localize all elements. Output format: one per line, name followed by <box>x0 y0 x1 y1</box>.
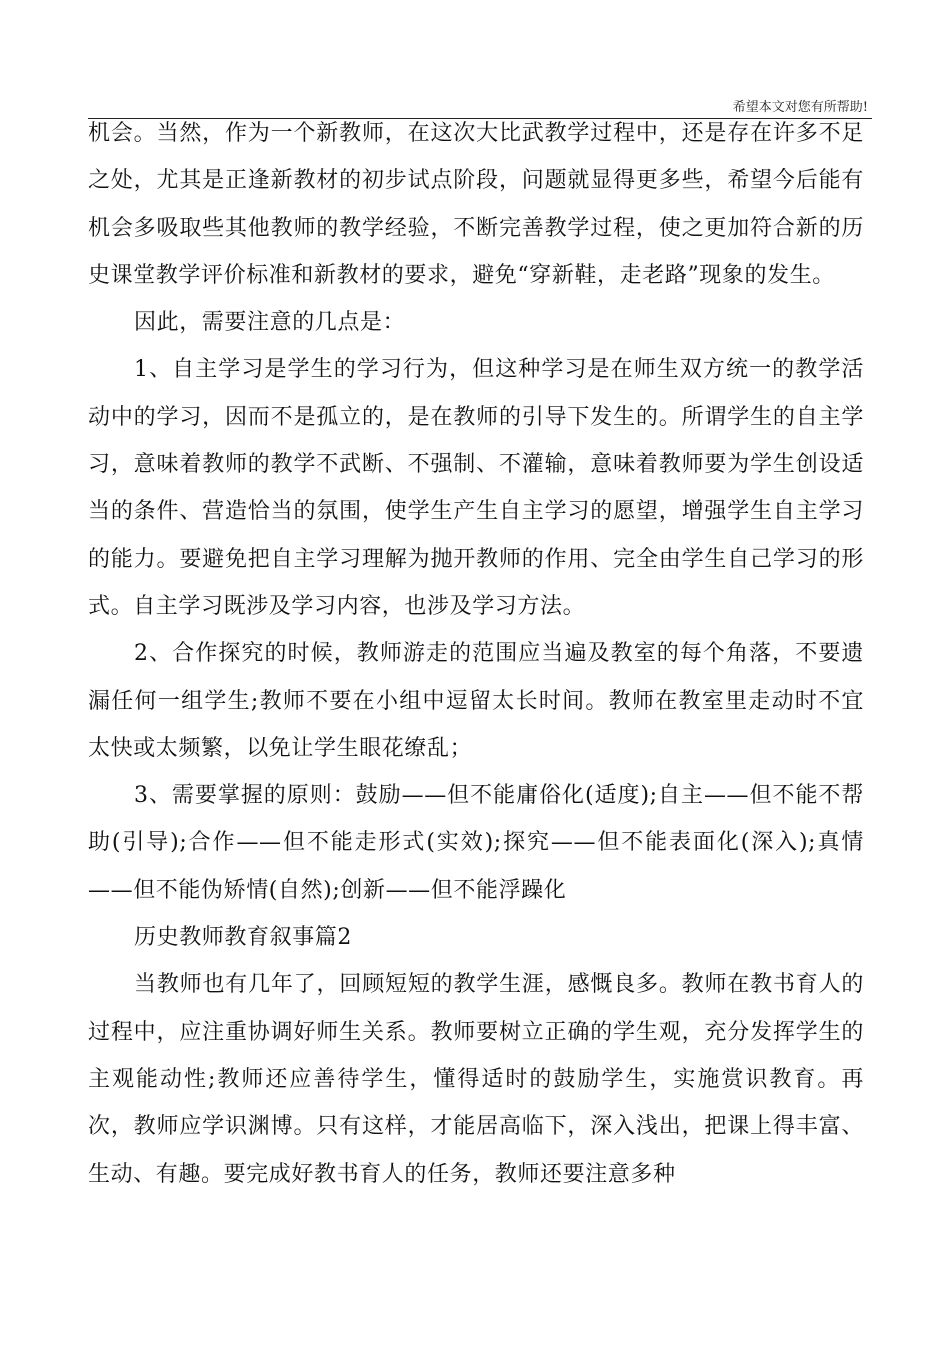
paragraph-continuation: 机会。当然，作为一个新教师，在这次大比武教学过程中，还是存在许多不足之处，尤其是正逢新教材的初步试点阶段，问题就显得更多些，希望今后能有机会多吸取些其他教师的教学经验，不断完善教学过程，使之更加符合新的历史课堂教学评价标准和新教材的要求，避免“穿新鞋，走老路”现象的发生。 <box>88 121 864 288</box>
paragraph-point-1: 1、自主学习是学生的学习行为，但这种学习是在师生双方统一的教学活动中的学习，因而不是孤立的，是在教师的引导下发生的。所谓学生的自主学习，意味着教师的教学不武断、不强制、不灌输，意味着教师要为学生创设适当的条件、营造恰当的氛围，使学生产生自主学习的愿望，增强学生自主学习的能力。要避免把自主学习理解为抛开教师的作用、完全由学生自己学习的形式。自主学习既涉及学习内容，也涉及学习方法。 <box>88 357 864 619</box>
paragraph-notes-intro: 因此，需要注意的几点是： <box>134 310 406 336</box>
paragraph-section-2-body: 当教师也有几年了，回顾短短的教学生涯，感慨良多。教师在教书育人的过程中，应注重协调好师生关系。教师要树立正确的学生观，充分发挥学生的主观能动性;教师还应善待学生，懂得适时的鼓励学生，实施赏识教育。再次，教师应学识渊博。只有这样，才能居高临下，深入浅出，把课上得丰富、生动、有趣。要完成好教书育人的任务，教师还要注意多种 <box>88 972 864 1187</box>
section-heading: 历史教师教育叙事篇2 <box>134 925 352 951</box>
paragraph-point-3: 3、需要掌握的原则：鼓励——但不能庸俗化(适度);自主——但不能不帮助(引导);合作——但不能走形式(实效);探究——但不能表面化(深入);真情——但不能伪矫情(自然);创新——但不能浮躁化 <box>88 783 864 903</box>
document-body <box>88 110 864 1198</box>
header-note: 希望本文对您有所帮助! <box>732 100 868 115</box>
paragraph-point-2: 2、合作探究的时候，教师游走的范围应当遍及教室的每个角落，不要遗漏任何一组学生;教师不要在小组中逗留太长时间。教师在教室里走动时不宜太快或太频繁，以免让学生眼花缭乱； <box>88 641 864 761</box>
